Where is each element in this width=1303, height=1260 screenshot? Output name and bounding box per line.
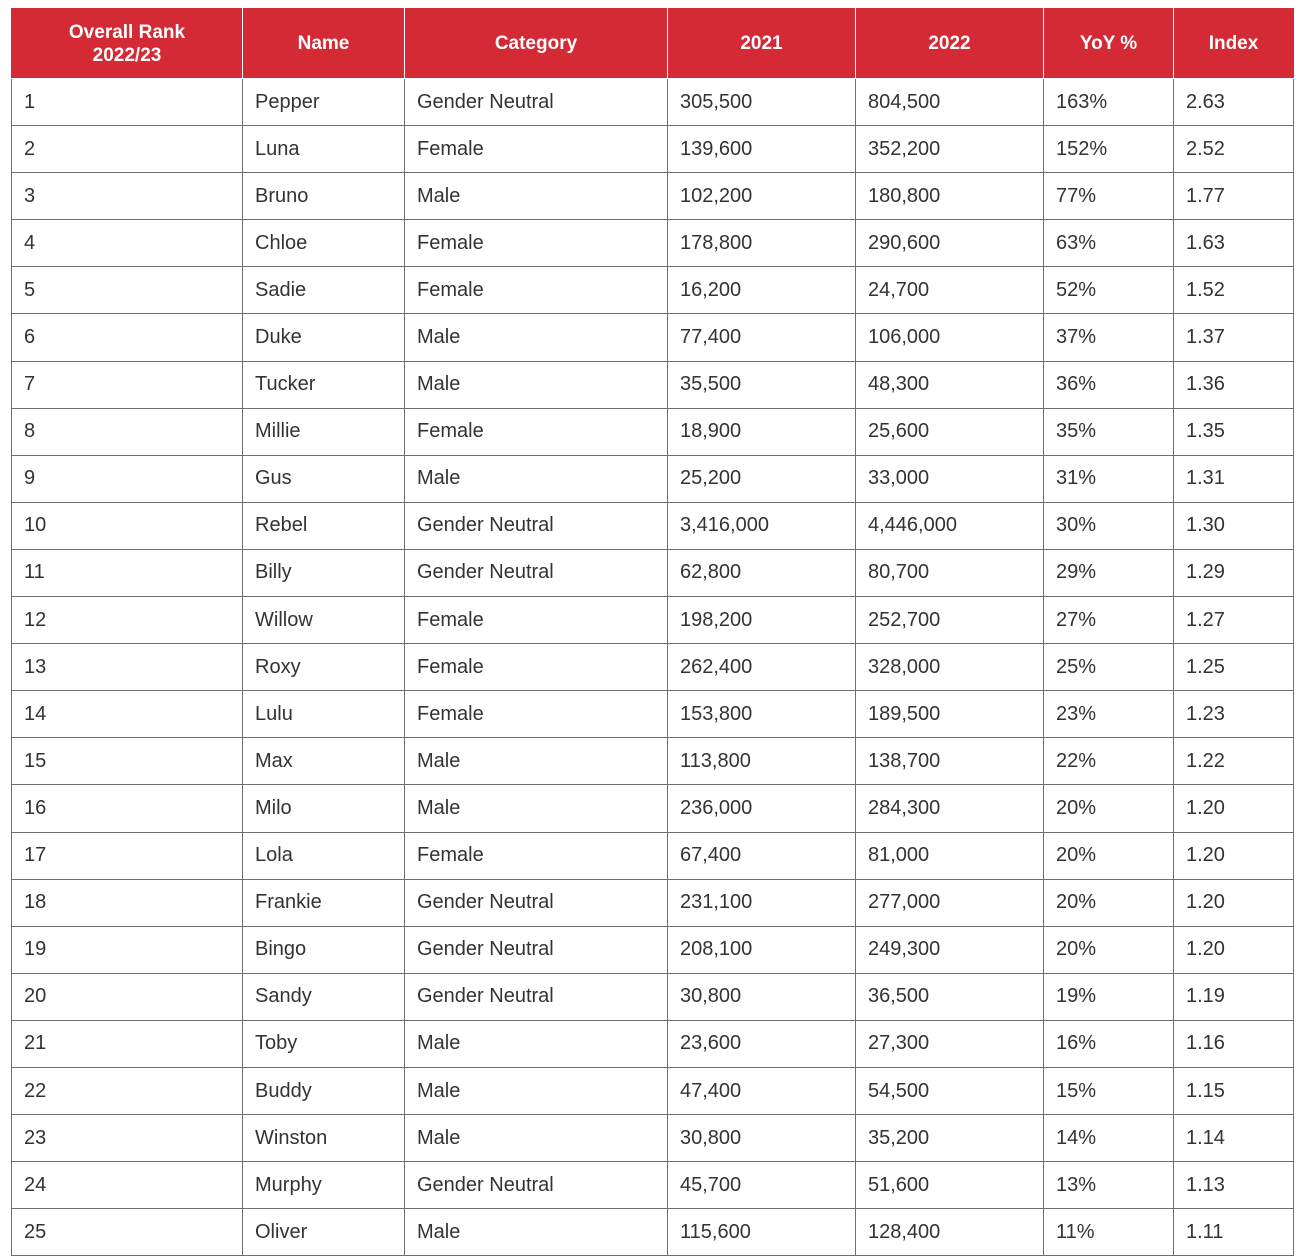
category-cell: Gender Neutral [405, 502, 668, 549]
category-cell: Male [405, 173, 668, 220]
yoy-percent-cell: 15% [1044, 1067, 1174, 1114]
yoy-percent-cell: 30% [1044, 502, 1174, 549]
value-2021-cell: 208,100 [668, 926, 856, 973]
yoy-percent-cell: 52% [1044, 267, 1174, 314]
category-cell: Female [405, 126, 668, 173]
category-cell: Female [405, 220, 668, 267]
value-2022-cell: 48,300 [856, 361, 1044, 408]
table-row [12, 361, 1294, 408]
value-2022-cell: 328,000 [856, 644, 1044, 691]
rank-cell: 1 [12, 79, 243, 126]
yoy-percent-cell: 29% [1044, 549, 1174, 596]
value-2021-cell: 35,500 [668, 361, 856, 408]
table-row [12, 644, 1294, 691]
table-row [12, 220, 1294, 267]
category-cell: Gender Neutral [405, 1162, 668, 1209]
index-cell: 2.52 [1174, 126, 1294, 173]
value-2021-cell: 18,900 [668, 408, 856, 455]
header-category: Category [405, 9, 668, 79]
value-2022-cell: 804,500 [856, 79, 1044, 126]
value-2022-cell: 81,000 [856, 832, 1044, 879]
index-cell: 1.77 [1174, 173, 1294, 220]
name-cell: Lola [243, 832, 405, 879]
value-2021-cell: 198,200 [668, 597, 856, 644]
value-2022-cell: 352,200 [856, 126, 1044, 173]
header-row [12, 9, 1294, 79]
index-cell: 1.13 [1174, 1162, 1294, 1209]
rank-cell: 20 [12, 973, 243, 1020]
value-2022-cell: 24,700 [856, 267, 1044, 314]
rank-cell: 6 [12, 314, 243, 361]
value-2022-cell: 27,300 [856, 1020, 1044, 1067]
index-cell: 1.19 [1174, 973, 1294, 1020]
index-cell: 1.27 [1174, 597, 1294, 644]
value-2022-cell: 138,700 [856, 738, 1044, 785]
name-cell: Luna [243, 126, 405, 173]
category-cell: Female [405, 644, 668, 691]
rank-cell: 17 [12, 832, 243, 879]
table-row [12, 408, 1294, 455]
index-cell: 1.22 [1174, 738, 1294, 785]
value-2021-cell: 30,800 [668, 973, 856, 1020]
yoy-percent-cell: 36% [1044, 361, 1174, 408]
category-cell: Female [405, 267, 668, 314]
category-cell: Gender Neutral [405, 879, 668, 926]
table-body [12, 79, 1294, 1256]
value-2021-cell: 23,600 [668, 1020, 856, 1067]
name-cell: Winston [243, 1115, 405, 1162]
name-cell: Gus [243, 455, 405, 502]
rank-cell: 12 [12, 597, 243, 644]
pet-name-ranking-table [11, 8, 1294, 1256]
index-cell: 1.11 [1174, 1209, 1294, 1256]
value-2022-cell: 35,200 [856, 1115, 1044, 1162]
yoy-percent-cell: 63% [1044, 220, 1174, 267]
header-2022: 2022 [856, 9, 1044, 79]
rank-cell: 14 [12, 691, 243, 738]
value-2022-cell: 290,600 [856, 220, 1044, 267]
name-cell: Frankie [243, 879, 405, 926]
category-cell: Female [405, 832, 668, 879]
value-2021-cell: 77,400 [668, 314, 856, 361]
rank-cell: 8 [12, 408, 243, 455]
value-2021-cell: 115,600 [668, 1209, 856, 1256]
category-cell: Gender Neutral [405, 549, 668, 596]
rank-cell: 16 [12, 785, 243, 832]
value-2021-cell: 236,000 [668, 785, 856, 832]
yoy-percent-cell: 77% [1044, 173, 1174, 220]
name-cell: Chloe [243, 220, 405, 267]
value-2021-cell: 16,200 [668, 267, 856, 314]
header-name: Name [243, 9, 405, 79]
header-overall-rank [12, 9, 243, 79]
value-2022-cell: 54,500 [856, 1067, 1044, 1114]
index-cell: 1.36 [1174, 361, 1294, 408]
rank-cell: 4 [12, 220, 243, 267]
value-2022-cell: 128,400 [856, 1209, 1044, 1256]
index-cell: 1.52 [1174, 267, 1294, 314]
table-row [12, 267, 1294, 314]
rank-cell: 21 [12, 1020, 243, 1067]
value-2022-cell: 252,700 [856, 597, 1044, 644]
table-row [12, 691, 1294, 738]
rank-cell: 19 [12, 926, 243, 973]
name-cell: Murphy [243, 1162, 405, 1209]
table-row [12, 1020, 1294, 1067]
category-cell: Gender Neutral [405, 973, 668, 1020]
category-cell: Female [405, 408, 668, 455]
yoy-percent-cell: 20% [1044, 832, 1174, 879]
value-2021-cell: 102,200 [668, 173, 856, 220]
index-cell: 1.25 [1174, 644, 1294, 691]
table-row [12, 173, 1294, 220]
category-cell: Male [405, 314, 668, 361]
value-2021-cell: 178,800 [668, 220, 856, 267]
name-cell: Roxy [243, 644, 405, 691]
value-2022-cell: 51,600 [856, 1162, 1044, 1209]
value-2021-cell: 305,500 [668, 79, 856, 126]
yoy-percent-cell: 22% [1044, 738, 1174, 785]
table-row [12, 973, 1294, 1020]
index-cell: 1.15 [1174, 1067, 1294, 1114]
index-cell: 1.35 [1174, 408, 1294, 455]
name-cell: Rebel [243, 502, 405, 549]
category-cell: Male [405, 455, 668, 502]
name-cell: Toby [243, 1020, 405, 1067]
category-cell: Male [405, 1115, 668, 1162]
yoy-percent-cell: 16% [1044, 1020, 1174, 1067]
yoy-percent-cell: 14% [1044, 1115, 1174, 1162]
index-cell: 1.31 [1174, 455, 1294, 502]
index-cell: 1.16 [1174, 1020, 1294, 1067]
value-2022-cell: 36,500 [856, 973, 1044, 1020]
index-cell: 1.20 [1174, 879, 1294, 926]
table-row [12, 1209, 1294, 1256]
name-cell: Milo [243, 785, 405, 832]
table-header [12, 9, 1294, 79]
name-cell: Willow [243, 597, 405, 644]
rank-cell: 23 [12, 1115, 243, 1162]
table-row [12, 1162, 1294, 1209]
name-cell: Tucker [243, 361, 405, 408]
index-cell: 1.20 [1174, 832, 1294, 879]
value-2022-cell: 189,500 [856, 691, 1044, 738]
name-cell: Duke [243, 314, 405, 361]
value-2022-cell: 33,000 [856, 455, 1044, 502]
table-row [12, 785, 1294, 832]
index-cell: 2.63 [1174, 79, 1294, 126]
yoy-percent-cell: 35% [1044, 408, 1174, 455]
index-cell: 1.14 [1174, 1115, 1294, 1162]
category-cell: Female [405, 597, 668, 644]
value-2021-cell: 47,400 [668, 1067, 856, 1114]
category-cell: Male [405, 1020, 668, 1067]
header-overall-rank-line-1: Overall Rank 2022/23 [68, 21, 186, 66]
value-2021-cell: 45,700 [668, 1162, 856, 1209]
value-2021-cell: 262,400 [668, 644, 856, 691]
yoy-percent-cell: 152% [1044, 126, 1174, 173]
rank-cell: 10 [12, 502, 243, 549]
name-cell: Oliver [243, 1209, 405, 1256]
yoy-percent-cell: 25% [1044, 644, 1174, 691]
rank-cell: 22 [12, 1067, 243, 1114]
name-cell: Max [243, 738, 405, 785]
index-cell: 1.63 [1174, 220, 1294, 267]
rank-cell: 9 [12, 455, 243, 502]
name-cell: Billy [243, 549, 405, 596]
value-2021-cell: 139,600 [668, 126, 856, 173]
table-row [12, 738, 1294, 785]
name-cell: Bingo [243, 926, 405, 973]
yoy-percent-cell: 13% [1044, 1162, 1174, 1209]
name-cell: Buddy [243, 1067, 405, 1114]
header-index: Index [1174, 9, 1294, 79]
value-2021-cell: 62,800 [668, 549, 856, 596]
header-2021: 2021 [668, 9, 856, 79]
table-row [12, 926, 1294, 973]
table-row [12, 1067, 1294, 1114]
rank-cell: 13 [12, 644, 243, 691]
value-2022-cell: 277,000 [856, 879, 1044, 926]
yoy-percent-cell: 37% [1044, 314, 1174, 361]
category-cell: Male [405, 738, 668, 785]
rank-cell: 24 [12, 1162, 243, 1209]
name-cell: Lulu [243, 691, 405, 738]
yoy-percent-cell: 163% [1044, 79, 1174, 126]
category-cell: Male [405, 361, 668, 408]
name-cell: Sandy [243, 973, 405, 1020]
value-2021-cell: 3,416,000 [668, 502, 856, 549]
value-2021-cell: 67,400 [668, 832, 856, 879]
rank-cell: 2 [12, 126, 243, 173]
table-row [12, 502, 1294, 549]
table-row [12, 1115, 1294, 1162]
value-2022-cell: 4,446,000 [856, 502, 1044, 549]
rank-cell: 3 [12, 173, 243, 220]
value-2022-cell: 284,300 [856, 785, 1044, 832]
value-2022-cell: 180,800 [856, 173, 1044, 220]
value-2021-cell: 30,800 [668, 1115, 856, 1162]
value-2022-cell: 249,300 [856, 926, 1044, 973]
rank-cell: 15 [12, 738, 243, 785]
category-cell: Female [405, 691, 668, 738]
index-cell: 1.37 [1174, 314, 1294, 361]
rank-cell: 18 [12, 879, 243, 926]
yoy-percent-cell: 31% [1044, 455, 1174, 502]
table-container [11, 8, 1294, 1256]
table-row [12, 455, 1294, 502]
name-cell: Bruno [243, 173, 405, 220]
table-row [12, 79, 1294, 126]
table-row [12, 879, 1294, 926]
value-2021-cell: 25,200 [668, 455, 856, 502]
value-2022-cell: 106,000 [856, 314, 1044, 361]
index-cell: 1.30 [1174, 502, 1294, 549]
yoy-percent-cell: 20% [1044, 879, 1174, 926]
table-row [12, 126, 1294, 173]
index-cell: 1.20 [1174, 785, 1294, 832]
value-2022-cell: 80,700 [856, 549, 1044, 596]
table-row [12, 597, 1294, 644]
header-yoy-percent: YoY % [1044, 9, 1174, 79]
category-cell: Gender Neutral [405, 926, 668, 973]
yoy-percent-cell: 27% [1044, 597, 1174, 644]
rank-cell: 11 [12, 549, 243, 596]
yoy-percent-cell: 11% [1044, 1209, 1174, 1256]
index-cell: 1.20 [1174, 926, 1294, 973]
value-2021-cell: 153,800 [668, 691, 856, 738]
category-cell: Male [405, 1209, 668, 1256]
table-row [12, 832, 1294, 879]
category-cell: Gender Neutral [405, 79, 668, 126]
rank-cell: 5 [12, 267, 243, 314]
name-cell: Millie [243, 408, 405, 455]
value-2021-cell: 231,100 [668, 879, 856, 926]
category-cell: Male [405, 1067, 668, 1114]
name-cell: Sadie [243, 267, 405, 314]
yoy-percent-cell: 20% [1044, 785, 1174, 832]
rank-cell: 25 [12, 1209, 243, 1256]
value-2021-cell: 113,800 [668, 738, 856, 785]
category-cell: Male [405, 785, 668, 832]
value-2022-cell: 25,600 [856, 408, 1044, 455]
yoy-percent-cell: 20% [1044, 926, 1174, 973]
table-row [12, 549, 1294, 596]
yoy-percent-cell: 19% [1044, 973, 1174, 1020]
table-row [12, 314, 1294, 361]
name-cell: Pepper [243, 79, 405, 126]
index-cell: 1.23 [1174, 691, 1294, 738]
yoy-percent-cell: 23% [1044, 691, 1174, 738]
rank-cell: 7 [12, 361, 243, 408]
index-cell: 1.29 [1174, 549, 1294, 596]
